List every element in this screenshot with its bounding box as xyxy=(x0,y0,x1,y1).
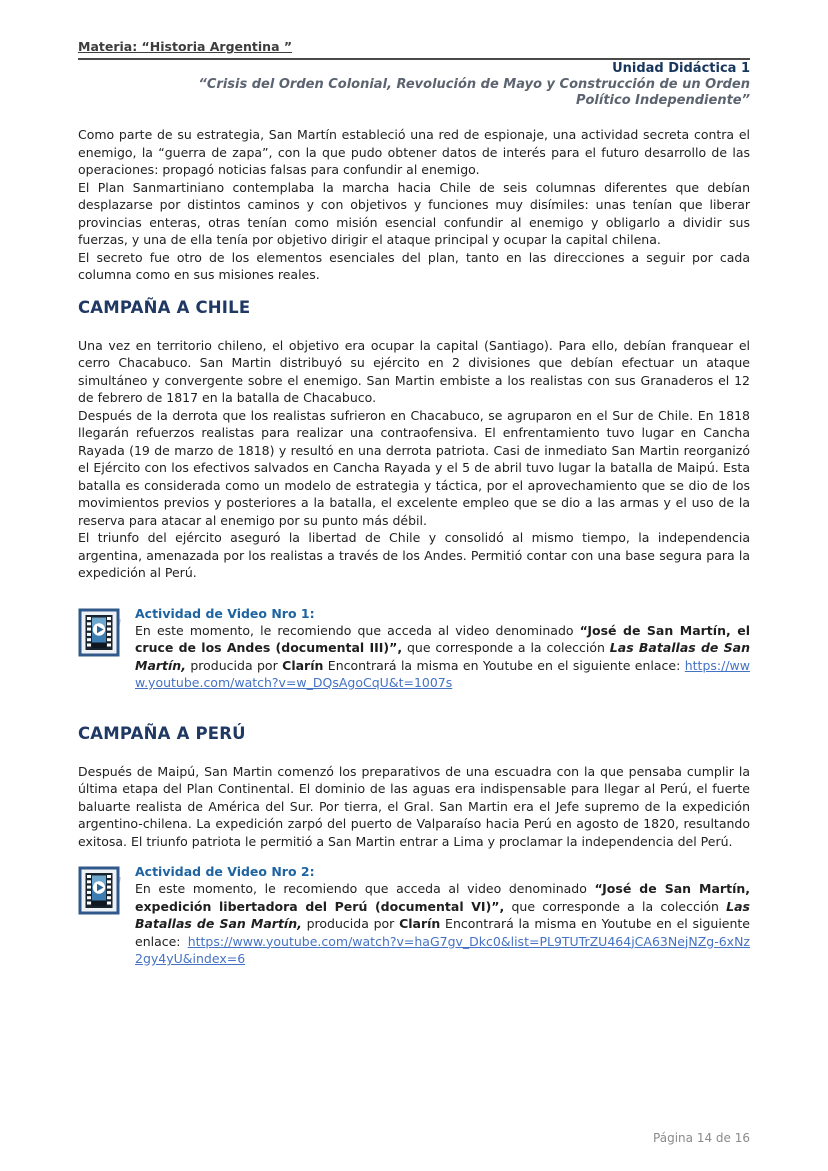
header-rule xyxy=(78,36,750,60)
text-run: producida por xyxy=(301,916,400,931)
video-activity-2 xyxy=(78,864,750,968)
activity-icon-column xyxy=(78,606,135,692)
paragraph-espionaje: Como parte de su estrategia, San Martín estableció una red de espionaje, una actividad secreta contra el enemigo, la “guerra de zapa”, con la que pudo obtener datos de interés para el futuro desarrollo de las operaciones: propagó noticias falsas para confundir al enemigo. xyxy=(78,127,750,177)
page-header xyxy=(78,36,750,109)
activity-description xyxy=(135,622,750,692)
text-run: que corresponde a la colección xyxy=(402,640,610,655)
text-run: producida por xyxy=(185,657,283,673)
text-run: En este momento, le recomiendo que acceda al video denominado xyxy=(135,622,580,638)
paragraph-plan-sanmartiniano: El Plan Sanmartiniano contemplaba la marcha hacia Chile de seis columnas diferentes que debían desplazarse por distintos caminos y con objetivos y funciones muy disímiles: unas tenían que liberar provincias enteras, otras tenían como misión esencial confundir al enemigo y obligarlo a dividir sus fuerzas, y una de ella tenía por objetivo dirigir el ataque principal y ocupar la capital chilena. xyxy=(78,179,750,247)
text-run: En este momento, le recomiendo que acceda al video denominado xyxy=(135,881,595,896)
text-run: Encontrará la misma en Youtube en el siguiente enlace: xyxy=(135,916,750,949)
section-heading-peru: CAMPAÑA A PERÚ xyxy=(78,723,246,743)
document-body xyxy=(78,126,750,968)
producer-name: Clarín xyxy=(399,916,441,931)
activity-text xyxy=(135,864,750,968)
activity-description xyxy=(135,880,750,968)
materia-label: Materia: “Historia Argentina ” xyxy=(78,39,293,54)
paragraph-secreto: El secreto fue otro de los elementos esenciales del plan, tanto en las direcciones a seguir por cada columna como en sus misiones reales. xyxy=(78,249,750,282)
activity-icon-column xyxy=(78,864,135,968)
unit-title: Unidad Didáctica 1 xyxy=(612,61,750,76)
youtube-link-1[interactable]: https://www.youtube.com/watch?v=w_DQsAgoCqU&t=1007s xyxy=(135,657,750,690)
video-title-bold: “José de San Martín, expedición libertadora del Perú (documental VI)”, xyxy=(135,881,750,914)
youtube-link-2[interactable]: https://www.youtube.com/watch?v=haG7gv_Dkc0&list=PL9TUTrZU464jCA63NejNZg-6xNz2gy4yU&index=6 xyxy=(135,933,750,966)
course-subtitle: “Crisis del Orden Colonial, Revolución de Mayo y Construcción de un Orden Político Independiente” xyxy=(198,77,750,108)
video-activity-1 xyxy=(78,606,750,692)
activity-text xyxy=(135,606,750,692)
page-number: Página 14 de 16 xyxy=(653,1131,750,1145)
video-filmstrip-icon xyxy=(78,608,122,658)
producer-name: Clarín xyxy=(282,657,324,673)
text-run: Encontrará la misma en Youtube en el siguiente enlace: xyxy=(323,657,685,673)
collection-name: Las Batallas de San Martín, xyxy=(135,640,750,673)
paragraph-cancha-rayada-maipu: Después de la derrota que los realistas sufrieron en Chacabuco, se agruparon en el Sur de Chile. En 1818 llegarán refuerzos realistas para realizar una contraofensiva. El enfrentamiento tuvo lugar en Cancha Rayada (19 de marzo de 1818) y resultó en una derrota patriota. Casi de inmediato San Martin reorganizó el Ejército con los efectivos salvados en Cancha Rayada y el 5 de abril tuvo lugar la batalla de Maipú. Esta batalla es considerada como un modelo de estrategia y táctica, por el aprovechamiento que se dio de los movimientos previos y posteriores a la batalla, el excelente empleo que se dio a las armas y el uso de la reserva para atacar al enemigo por su punto más débil. xyxy=(78,407,750,528)
section-heading-chile: CAMPAÑA A CHILE xyxy=(78,297,251,317)
video-filmstrip-icon xyxy=(78,866,122,916)
paragraph-triunfo: El triunfo del ejército aseguró la libertad de Chile y consolidó al mismo tiempo, la independencia argentina, amenazada por los realistas a través de los Andes. Permitió contar con una base segura para la expedición al Perú. xyxy=(78,530,750,580)
paragraph-expedicion-peru: Después de Maipú, San Martin comenzó los preparativos de una escuadra con la que pensaba cumplir la última etapa del Plan Continental. El dominio de las aguas era indispensable para llegar al Perú, el fuerte baluarte realista de América del Sur. Por tierra, el Gral. San Martin era el Jefe supremo de la expedición argentino-chilena. La expedición zarpó del puerto de Valparaíso hacia Perú en agosto de 1820, resultando exitosa. El triunfo patriota le permitió a San Martin entrar a Lima y proclamar la independencia del Perú. xyxy=(78,763,750,849)
paragraph-chacabuco: Una vez en territorio chileno, el objetivo era ocupar la capital (Santiago). Para ello, debían franquear el cerro Chacabuco. San Martin distribuyó su ejército en 2 divisiones que debían efectuar un ataque simultáneo y convergente sobre el enemigo. San Martin embiste a los realistas con sus Granaderos el 12 de febrero de 1817 en la batalla de Chacabuco. xyxy=(78,337,750,405)
collection-name: Las Batallas de San Martín, xyxy=(135,898,750,931)
text-run: que corresponde a la colección xyxy=(504,898,727,914)
activity-title: Actividad de Video Nro 1: xyxy=(135,605,315,621)
video-title-bold: “José de San Martín, el cruce de los Andes (documental III)”, xyxy=(135,622,750,655)
page-footer xyxy=(653,1131,750,1145)
activity-title: Actividad de Video Nro 2: xyxy=(135,864,315,879)
